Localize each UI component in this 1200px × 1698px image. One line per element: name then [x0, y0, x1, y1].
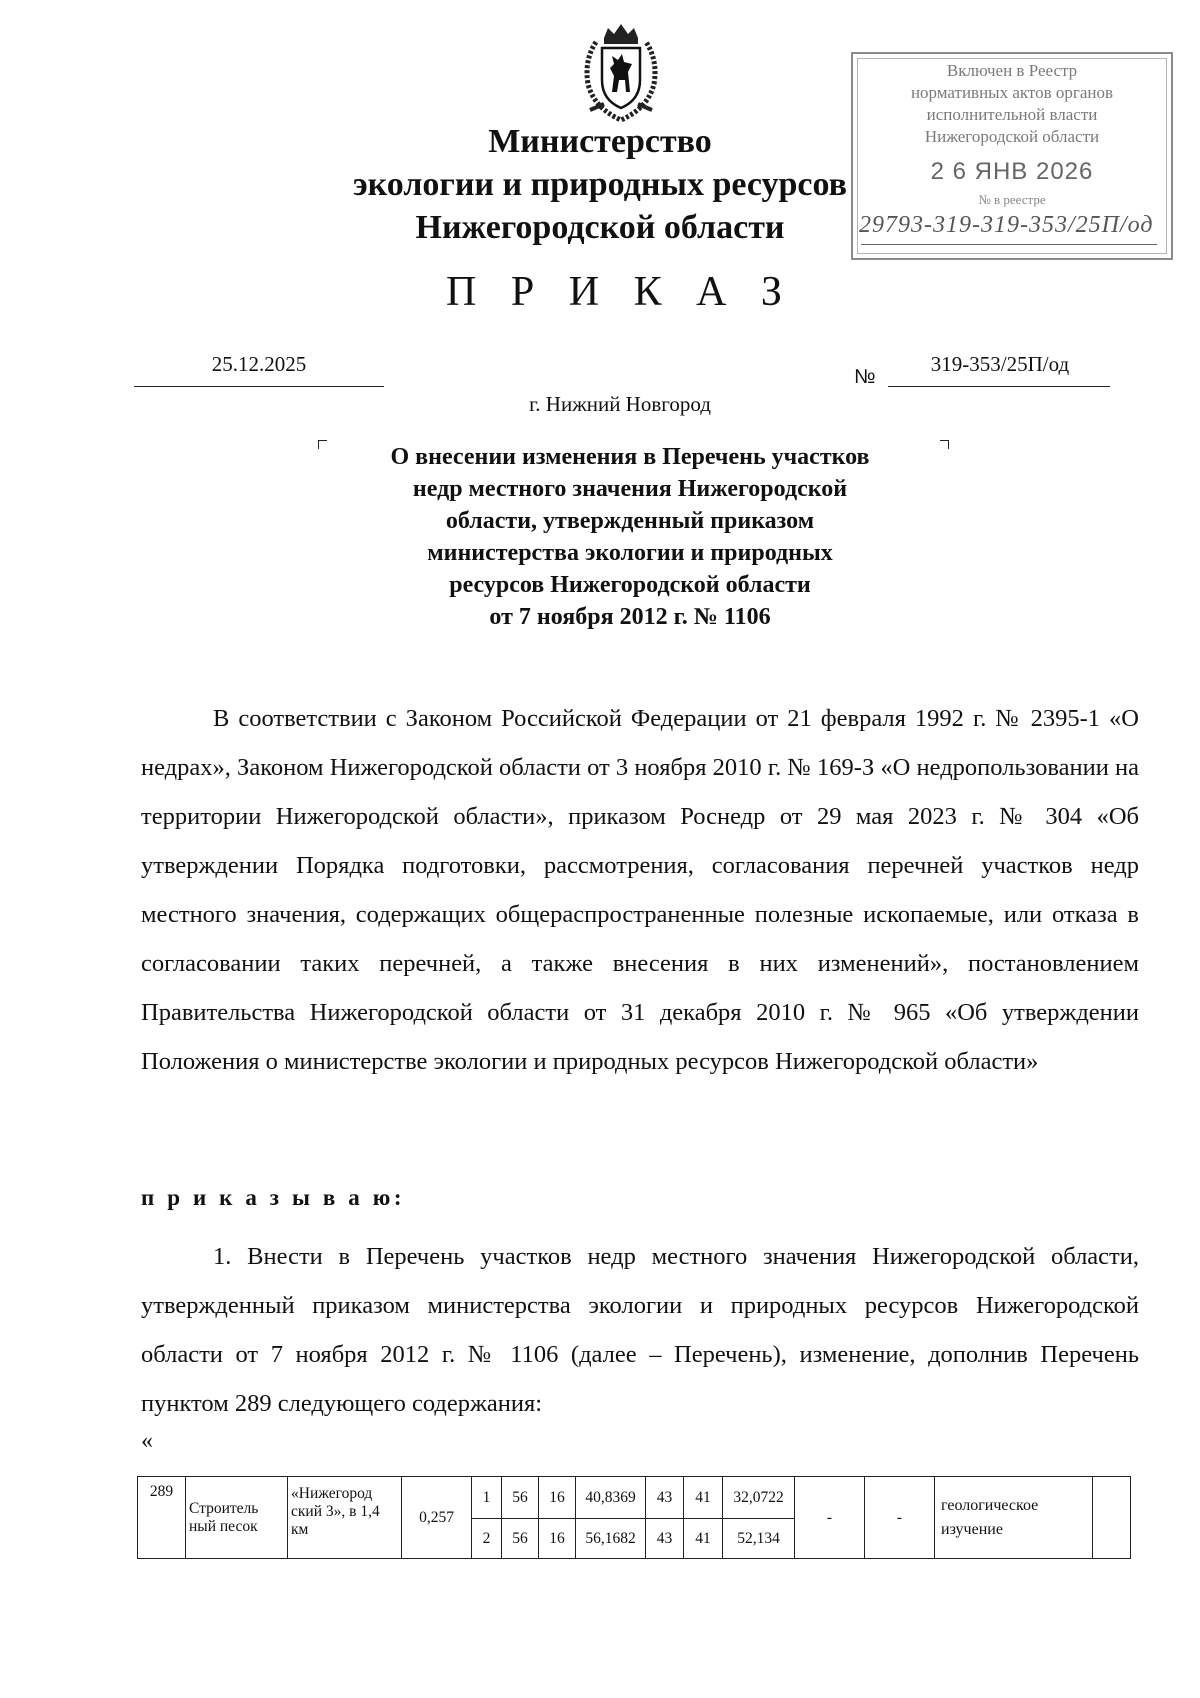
document-subject: [320, 441, 940, 633]
coat-of-arms-emblem: [574, 20, 668, 124]
table-cell-lon-min: 41: [684, 1477, 723, 1519]
subject-line-6: от 7 ноября 2012 г. № 1106: [489, 604, 771, 630]
subject-corner-right: [940, 440, 949, 449]
table-cell-lat-deg: 56: [502, 1519, 539, 1559]
stamp-underline: [861, 244, 1157, 245]
subject-line-3: области, утвержденный приказом: [445, 508, 815, 534]
stamp-registry-number: 29793-319-319-353/25П/од: [859, 212, 1154, 238]
stamp-registry-label: № в реестре: [978, 192, 1046, 207]
item-1-paragraph: 1. Внести в Перечень участков недр местного значения Нижегородской области, утвержденный приказом министерства экологии и природных ресурсов Нижегородской области от 7 ноября 2012 г. № 1106 (далее – Перечень), изменение, дополнив Перечень пунктом 289 следующего содержания:: [141, 1243, 1139, 1417]
table-cell-lat-sec: 56,1682: [576, 1519, 646, 1559]
table-cell-number: 289: [138, 1477, 186, 1559]
preamble-paragraph: В соответствии с Законом Российской Федерации от 21 февраля 1992 г. № 2395-1 «О недрах», Законом Нижегородской области от 3 ноября 2010 г. № 169-З «О недропользовании на территории Нижегородской области», приказом Роснедр от 29 мая 2023 г. № 304 «Об утверждении Порядка подготовки, рассмотрения, согласования перечней участков недр местного значения, содержащих общераспространенные полезные ископаемые, или отказа в согласовании таких перечней, а также внесения в них изменений», постановлением Правительства Нижегородской области от 31 декабря 2010 г. № 965 «Об утверждении Положения о министерстве экологии и природных ресурсов Нижегородской области»: [141, 705, 1139, 1075]
subject-line-4: министерства экологии и природных: [427, 540, 833, 566]
ministry-line-2: экологии и природных ресурсов: [352, 166, 848, 203]
ministry-line-3: Нижегородской области: [415, 209, 785, 246]
table-cell-lat-deg: 56: [502, 1477, 539, 1519]
stamp-line-4: Нижегородской области: [924, 127, 1100, 146]
ministry-line-1: Министерство: [488, 123, 712, 160]
table-cell-lon-deg: 43: [646, 1477, 684, 1519]
number-underline: [888, 386, 1110, 387]
subject-line-2: недр местного значения Нижегородской: [412, 476, 848, 502]
stamp-line-3: исполнительной власти: [926, 105, 1098, 124]
deposit-table: [137, 1476, 1131, 1559]
document-number: 319-353/25П/од: [930, 352, 1070, 376]
table-cell-lat-min: 16: [539, 1477, 576, 1519]
document-city: г. Нижний Новгород: [529, 392, 711, 416]
table-cell-dash-2: -: [865, 1477, 935, 1559]
table-cell-lon-min: 41: [684, 1519, 723, 1559]
document-date: 25.12.2025: [211, 352, 307, 376]
table-cell-lat-min: 16: [539, 1519, 576, 1559]
stamp-line-1: Включен в Реестр: [946, 61, 1078, 80]
table-cell-lon-sec: 32,0722: [723, 1477, 795, 1519]
table-cell-area: 0,257: [402, 1477, 472, 1559]
ministry-name: [300, 120, 900, 249]
table-row: [138, 1477, 1131, 1519]
table-cell-mineral: Строитель ный песок: [186, 1477, 288, 1559]
table-cell-point-n: 1: [472, 1477, 502, 1519]
subject-line-1: О внесении изменения в Перечень участков: [390, 444, 870, 470]
table-cell-lon-sec: 52,134: [723, 1519, 795, 1559]
table-cell-dash-1: -: [795, 1477, 865, 1559]
document-type-title: П Р И К А З: [446, 269, 794, 315]
table-cell-point-n: 2: [472, 1519, 502, 1559]
registry-stamp: [851, 52, 1173, 260]
table-cell-purpose: геологическое изучение: [935, 1477, 1093, 1559]
quote-open-mark: «: [141, 1428, 153, 1454]
table-cell-lon-deg: 43: [646, 1519, 684, 1559]
item-1-text: [141, 1232, 1139, 1428]
stamp-date: 2 6 ЯНВ 2026: [930, 158, 1094, 185]
preamble-text: [141, 694, 1139, 1086]
table-cell-last: [1093, 1477, 1131, 1559]
table-cell-site: «Нижегород ский 3», в 1,4 км: [288, 1477, 402, 1559]
table-cell-lat-sec: 40,8369: [576, 1477, 646, 1519]
orders-heading: п р и к а з ы в а ю:: [141, 1185, 406, 1210]
date-underline: [134, 386, 384, 387]
subject-line-5: ресурсов Нижегородской области: [449, 572, 811, 598]
number-sign: №: [854, 366, 876, 388]
stamp-line-2: нормативных актов органов: [910, 83, 1114, 102]
